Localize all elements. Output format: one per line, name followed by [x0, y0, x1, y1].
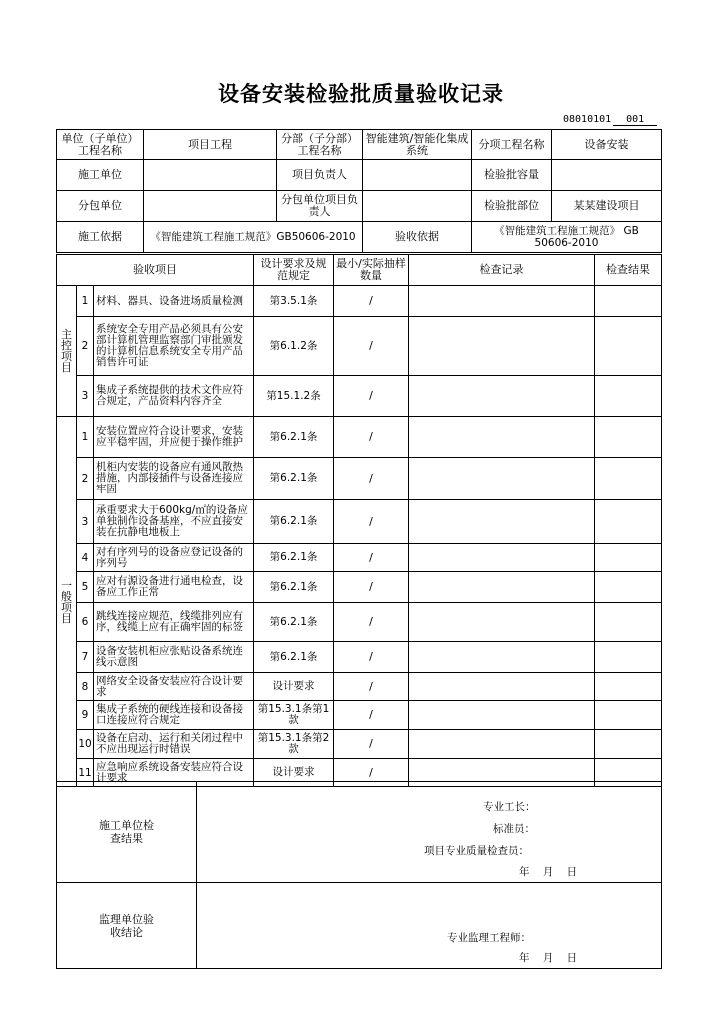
item-result[interactable] — [595, 701, 662, 730]
item-sample[interactable]: / — [334, 673, 409, 701]
table-row — [57, 376, 662, 417]
item-record[interactable] — [409, 417, 595, 458]
header-table — [56, 129, 662, 253]
item-number: 2 — [77, 458, 94, 500]
item-record[interactable] — [409, 544, 595, 572]
foreman-label: 专业工长： — [483, 801, 536, 813]
signature-table — [56, 781, 662, 969]
col-result-header: 检查结果 — [595, 255, 662, 286]
item-spec: 第3.5.1条 — [254, 286, 334, 317]
item-number: 1 — [77, 417, 94, 458]
item-record[interactable] — [409, 500, 595, 544]
item-record[interactable] — [409, 730, 595, 759]
record-code — [563, 114, 657, 126]
item-record[interactable] — [409, 603, 595, 642]
item-text: 机柜内安装的设备应有通风散热措施，内部接插件与设备连接应牢固 — [94, 458, 254, 500]
item-text: 设备在启动、运行和关闭过程中不应出现运行时错误 — [94, 730, 254, 759]
item-text: 集成子系统的硬线连接和设备接口连接应符合规定 — [94, 701, 254, 730]
record-code-number: 001 — [613, 114, 657, 126]
item-text: 集成子系统提供的技术文件应符合规定，产品资料内容齐全 — [94, 376, 254, 417]
item-number: 7 — [77, 642, 94, 673]
item-text: 跳线连接应规范，线缆排列应有序，线缆上应有正确牢固的标签 — [94, 603, 254, 642]
item-result[interactable] — [595, 317, 662, 376]
general-group-label — [57, 417, 77, 787]
item-text: 应急响应系统设备安装应符合设计要求 — [94, 759, 254, 787]
item-number: 6 — [77, 603, 94, 642]
item-sample[interactable]: / — [334, 544, 409, 572]
batch-location-label: 检验批部位 — [472, 191, 552, 222]
subitem-value[interactable]: 设备安装 — [552, 130, 662, 160]
item-number: 8 — [77, 673, 94, 701]
pm-label: 项目负责人 — [277, 160, 363, 191]
table-row — [57, 417, 662, 458]
item-sample[interactable]: / — [334, 642, 409, 673]
item-record[interactable] — [409, 642, 595, 673]
table-row — [57, 642, 662, 673]
item-record[interactable] — [409, 673, 595, 701]
item-spec: 第6.2.1条 — [254, 642, 334, 673]
item-record[interactable] — [409, 458, 595, 500]
group-label-text: 主控项目 — [61, 328, 72, 374]
item-sample[interactable]: / — [334, 759, 409, 787]
division-label: 分部（子分部）工程名称 — [277, 130, 363, 160]
item-spec: 设计要求 — [254, 673, 334, 701]
basis-value[interactable]: 《智能建筑工程施工规范》GB50606-2010 — [144, 222, 363, 253]
contractor-label: 施工单位 — [57, 160, 144, 191]
construction-check-label: 施工单位检查结果 — [57, 782, 197, 883]
item-text: 材料、器具、设备进场质量检测 — [94, 286, 254, 317]
col-sample-header: 最小/实际抽样数量 — [334, 255, 409, 286]
construction-date: 年 月 日 — [519, 866, 578, 878]
item-spec: 第6.2.1条 — [254, 544, 334, 572]
item-text: 设备安装机柜应张贴设备系统连线示意图 — [94, 642, 254, 673]
item-spec: 第15.1.2条 — [254, 376, 334, 417]
item-result[interactable] — [595, 603, 662, 642]
table-row — [57, 572, 662, 603]
item-record[interactable] — [409, 701, 595, 730]
item-text: 应对有源设备进行通电检查，设备应工作正常 — [94, 572, 254, 603]
item-text: 系统安全专用产品必须具有公安部计算机管理监察部门审批颁发的计算机信息系统安全专用产品销售许可证 — [94, 317, 254, 376]
item-number: 10 — [77, 730, 94, 759]
table-row — [57, 673, 662, 701]
item-spec: 第6.2.1条 — [254, 458, 334, 500]
item-text: 承重要求大于600kg/㎡的设备应单独制作设备基座，不应直接安装在抗静电地板上 — [94, 500, 254, 544]
construction-check-area — [197, 782, 662, 883]
item-result[interactable] — [595, 544, 662, 572]
item-result[interactable] — [595, 673, 662, 701]
main-control-group-label — [57, 286, 77, 417]
item-text: 安装位置应符合设计要求，安装应平稳牢固，并应便于操作维护 — [94, 417, 254, 458]
item-number: 4 — [77, 544, 94, 572]
table-row — [57, 603, 662, 642]
basis-label: 施工依据 — [57, 222, 144, 253]
sub-pm-label: 分包单位项目负责人 — [277, 191, 363, 222]
item-result[interactable] — [595, 500, 662, 544]
standards-officer-label: 标准员： — [493, 823, 535, 835]
item-number: 3 — [77, 376, 94, 417]
item-sample[interactable]: / — [334, 730, 409, 759]
item-record[interactable] — [409, 572, 595, 603]
table-row — [57, 286, 662, 317]
item-number: 11 — [77, 759, 94, 787]
unit-label: 单位（子单位）工程名称 — [57, 130, 144, 160]
item-result[interactable] — [595, 730, 662, 759]
item-text: 网络安全设备安装应符合设计要求 — [94, 673, 254, 701]
item-text: 对有序列号的设备应登记设备的序列号 — [94, 544, 254, 572]
division-value[interactable]: 智能建筑/智能化集成系统 — [363, 130, 472, 160]
group-label-text: 一般项目 — [61, 578, 72, 625]
col-record-header: 检查记录 — [409, 255, 595, 286]
item-number: 9 — [77, 701, 94, 730]
item-sample[interactable]: / — [334, 701, 409, 730]
item-sample[interactable]: / — [334, 572, 409, 603]
item-sample[interactable]: / — [334, 376, 409, 417]
page-title: 设备安装检验批质量验收记录 — [218, 82, 504, 106]
contractor-value[interactable] — [144, 160, 277, 191]
item-result[interactable] — [595, 572, 662, 603]
table-row — [57, 500, 662, 544]
sub-pm-value[interactable] — [363, 191, 472, 222]
item-spec: 第6.2.1条 — [254, 500, 334, 544]
item-result[interactable] — [595, 376, 662, 417]
subitem-label: 分项工程名称 — [472, 130, 552, 160]
item-result[interactable] — [595, 458, 662, 500]
batch-capacity-value[interactable] — [552, 160, 662, 191]
record-code-prefix: 08010101 — [563, 114, 612, 125]
item-spec: 第6.2.1条 — [254, 572, 334, 603]
col-item-header: 验收项目 — [57, 255, 254, 286]
item-sample[interactable]: / — [334, 458, 409, 500]
table-row — [57, 701, 662, 730]
item-sample[interactable]: / — [334, 500, 409, 544]
item-number: 3 — [77, 500, 94, 544]
subcontractor-value[interactable] — [144, 191, 277, 222]
table-row — [57, 544, 662, 572]
item-number: 2 — [77, 317, 94, 376]
table-row — [57, 730, 662, 759]
acceptance-basis-value[interactable]: 《智能建筑工程施工规范》 GB 50606-2010 — [472, 222, 662, 253]
item-record[interactable] — [409, 376, 595, 417]
item-number: 1 — [77, 286, 94, 317]
item-spec: 第15.3.1条第2款 — [254, 730, 334, 759]
item-record[interactable] — [409, 317, 595, 376]
col-spec-header: 设计要求及规范规定 — [254, 255, 334, 286]
item-number: 5 — [77, 572, 94, 603]
inspection-table — [56, 254, 662, 787]
item-record[interactable] — [409, 286, 595, 317]
unit-value[interactable]: 项目工程 — [144, 130, 277, 160]
inspection-rows — [57, 286, 662, 787]
supervision-area — [197, 883, 662, 969]
item-sample[interactable]: / — [334, 417, 409, 458]
item-sample[interactable]: / — [334, 317, 409, 376]
item-spec: 第6.1.2条 — [254, 317, 334, 376]
item-spec: 第6.2.1条 — [254, 603, 334, 642]
item-spec: 设计要求 — [254, 759, 334, 787]
item-result[interactable] — [595, 642, 662, 673]
quality-inspector-label: 项目专业质量检查员： — [424, 845, 529, 857]
supervising-engineer-label: 专业监理工程师： — [447, 932, 531, 944]
item-sample[interactable]: / — [334, 286, 409, 317]
item-spec: 第15.3.1条第1款 — [254, 701, 334, 730]
supervision-label: 监理单位验收结论 — [57, 883, 197, 969]
item-spec: 第6.2.1条 — [254, 417, 334, 458]
item-sample[interactable]: / — [334, 603, 409, 642]
table-row — [57, 317, 662, 376]
acceptance-basis-label: 验收依据 — [363, 222, 472, 253]
pm-value[interactable] — [363, 160, 472, 191]
supervision-date: 年 月 日 — [519, 952, 578, 964]
item-result[interactable] — [595, 417, 662, 458]
subcontractor-label: 分包单位 — [57, 191, 144, 222]
table-row — [57, 458, 662, 500]
batch-capacity-label: 检验批容量 — [472, 160, 552, 191]
item-result[interactable] — [595, 286, 662, 317]
batch-location-value[interactable]: 某某建设项目 — [552, 191, 662, 222]
